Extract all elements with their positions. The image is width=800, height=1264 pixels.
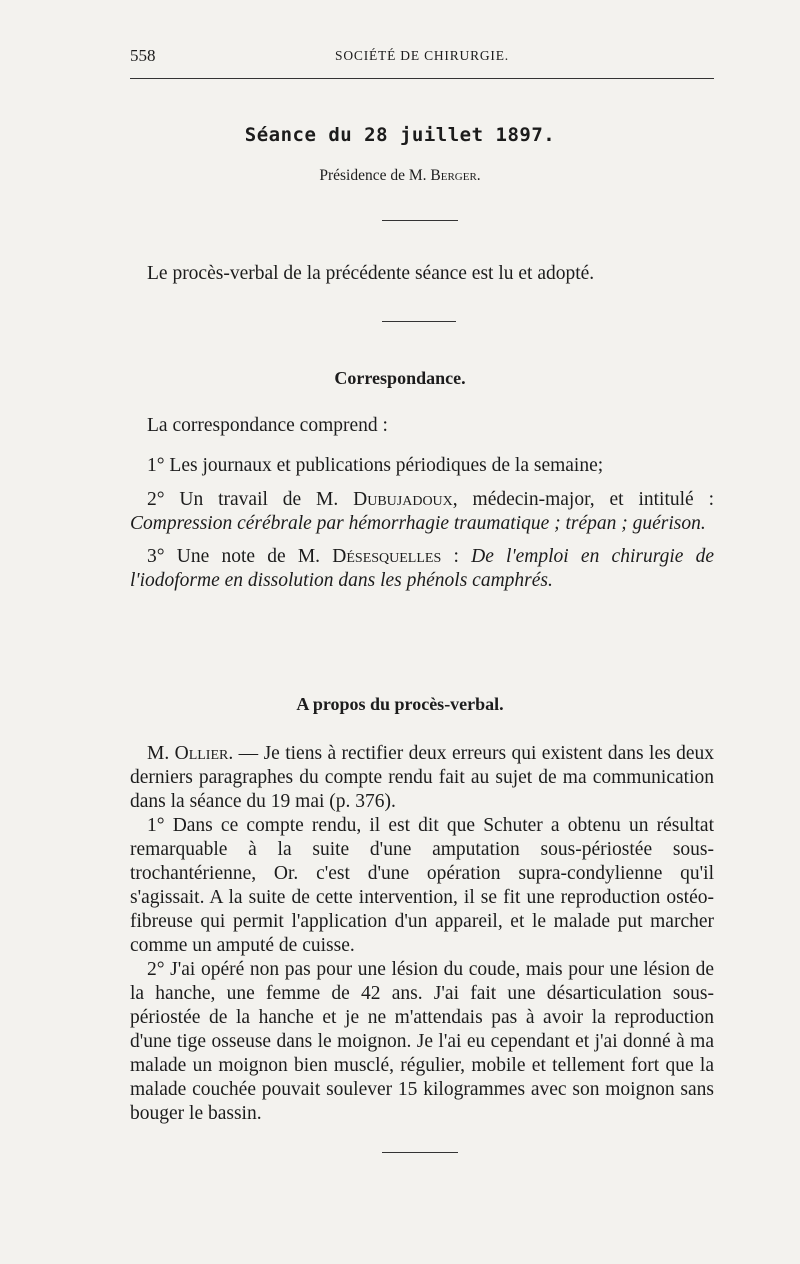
- presidence-suffix: .: [476, 167, 481, 184]
- p1-text: . — Je tiens à rectifier deux erreurs qui existent dans les deux derniers paragraphes du compte rendu fait au sujet de ma communication dans la séance du 19 mai (p. 376).: [130, 743, 714, 812]
- running-title: SOCIÉTÉ DE CHIRURGIE.: [335, 48, 509, 63]
- divider-rule: [382, 220, 458, 221]
- running-header: [130, 46, 714, 70]
- author-name: Désesquelles: [332, 546, 442, 567]
- a-propos-paragraph-2: 1° Dans ce compte rendu, il est dit que Schuter a obtenu un résultat remarquable à la suite d'une amputation sous-périostée sous-trochantérienne, Or. c'est d'une opération supra-condylienne qu'il s'agissait. A la suite de cette intervention, il se fit une reproduction ostéo-fibreuse qui permit l'application d'un appareil, et le malade put marcher comme un amputé de cuisse.: [130, 815, 714, 956]
- correspondance-item-1: 1° Les journaux et publications périodiques de la semaine;: [147, 455, 604, 476]
- item2-middle: , médecin-major, et intitulé :: [452, 489, 714, 510]
- correspondance-intro: La correspondance comprend :: [147, 415, 388, 436]
- end-rule: [382, 1152, 458, 1153]
- proces-verbal-block: [130, 262, 714, 286]
- page-number: 558: [130, 46, 156, 65]
- president-name: Berger: [430, 167, 477, 184]
- correspondance-heading: Correspondance.: [334, 368, 466, 388]
- item3-title: De l'emploi en chirurgie de l'iodoforme en dissolution dans les phénols camphrés.: [130, 546, 715, 591]
- a-propos-block: [130, 742, 714, 1126]
- seance-title: Séance du 28 juillet 1897.: [244, 124, 556, 146]
- proces-verbal-text: Le procès-verbal de la précédente séance est lu et adopté.: [147, 263, 595, 284]
- correspondance-block: [130, 414, 714, 593]
- item2-prefix: 2° Un travail de M.: [147, 489, 354, 510]
- a-propos-paragraph-1: [130, 742, 714, 814]
- header-rule: [130, 78, 714, 79]
- author-name: Dubujadoux: [353, 489, 453, 510]
- divider-rule: [382, 321, 456, 322]
- speaker-name: Ollier: [174, 743, 229, 764]
- item3-prefix: 3° Une note de M.: [147, 546, 333, 567]
- a-propos-paragraph-3: 2° J'ai opéré non pas pour une lésion du coude, mais pour une lésion de la hanche, une femme de 42 ans. J'ai fait une désarticulation sous-périostée de la hanche et je ne m'attendais pas à avoir la reproduction d'une tige osseuse dans le moignon. Je l'ai eu cependant et j'ai donné à ma malade un moignon bien musclé, régulier, mobile et tellement fort que la malade couchée pouvait soulever 15 kilogrammes avec son moignon sans bouger le bassin.: [130, 959, 714, 1124]
- presidence-prefix: Présidence de M.: [319, 167, 431, 184]
- correspondance-item-3: [130, 545, 714, 593]
- item3-middle: :: [441, 546, 472, 567]
- correspondance-item-2: [130, 488, 714, 536]
- p1-prefix: M.: [147, 743, 175, 764]
- a-propos-heading: A propos du procès-verbal.: [296, 694, 504, 714]
- item2-title: Compression cérébrale par hémorrhagie traumatique ; trépan ; guérison.: [130, 513, 706, 534]
- presidence-line: [0, 167, 800, 185]
